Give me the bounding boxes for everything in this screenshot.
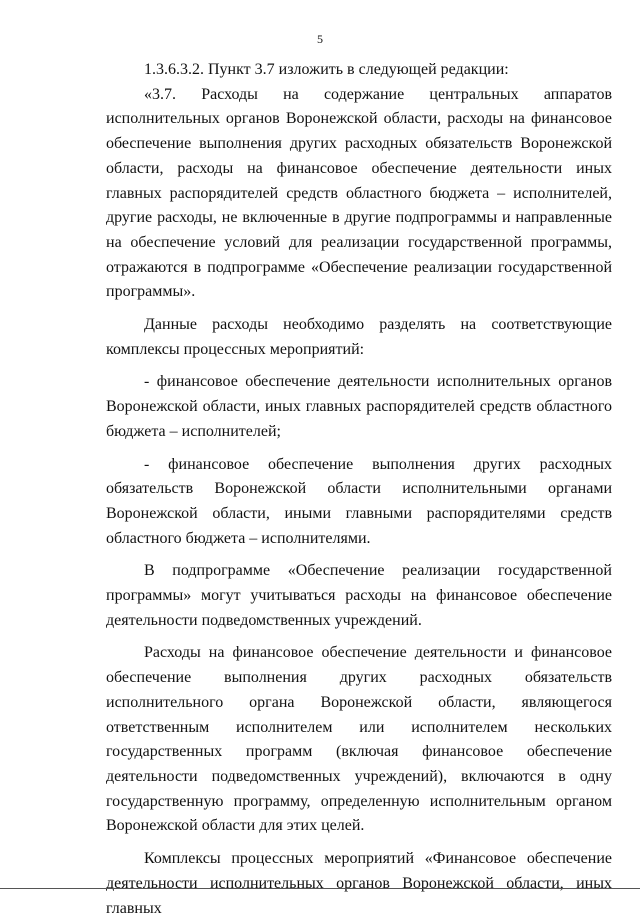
paragraph-process-complexes: Комплексы процессных мероприятий «Финансовое обеспечение деятельности исполнительных органов Воронежской области, иных главных [106, 850, 612, 917]
document-body [106, 58, 612, 921]
paragraph-expenses-split: Данные расходы необходимо разделять на соответствующие комплексы процессных мероприятий: [106, 316, 612, 358]
paragraph-single-program: Расходы на финансовое обеспечение деятельности и финансовое обеспечение выполнения других расходных обязательств исполнительного органа Воронежской области, являющегося ответственным исполнителем или исполнителем нескольких государственных программ (включая финансовое обеспечение деятельности подведомственных учреждений), включаются в одну государственную программу, определенную исполнительным органом Воронежской области для этих целей. [106, 644, 612, 835]
bottom-divider [0, 888, 640, 889]
page-number: 5 [317, 32, 323, 46]
list-item-executive-bodies: - финансовое обеспечение деятельности исполнительных органов Воронежской области, иных главных распорядителей средств областного бюджета – исполнителей; [106, 373, 612, 440]
paragraph-clause-3-7: «3.7. Расходы на содержание центральных аппаратов исполнительных органов Воронежской области, расходы на финансовое обеспечение выполнения других расходных обязательств Воронежской области, расходы на финансовое обеспечение деятельности иных главных распорядителей средств областного бюджета – исполнителей, другие расходы, не включенные в другие подпрограммы и направленные на обеспечение условий для реализации государственной программы, отражаются в подпрограмме «Обеспечение реализации государственной программы». [106, 85, 612, 301]
paragraph-clause-1-3-6-3-2: 1.3.6.3.2. Пункт 3.7 изложить в следующей редакции: [144, 61, 509, 78]
paragraph-subordinate-institutions: В подпрограмме «Обеспечение реализации государственной программы» могут учитываться расходы на финансовое обеспечение деятельности подведомственных учреждений. [106, 562, 612, 629]
list-item-other-obligations: - финансовое обеспечение выполнения других расходных обязательств Воронежской области исполнительными органами Воронежской области, иными главными распорядителями средств областного бюджета – исполнителями. [106, 455, 612, 547]
